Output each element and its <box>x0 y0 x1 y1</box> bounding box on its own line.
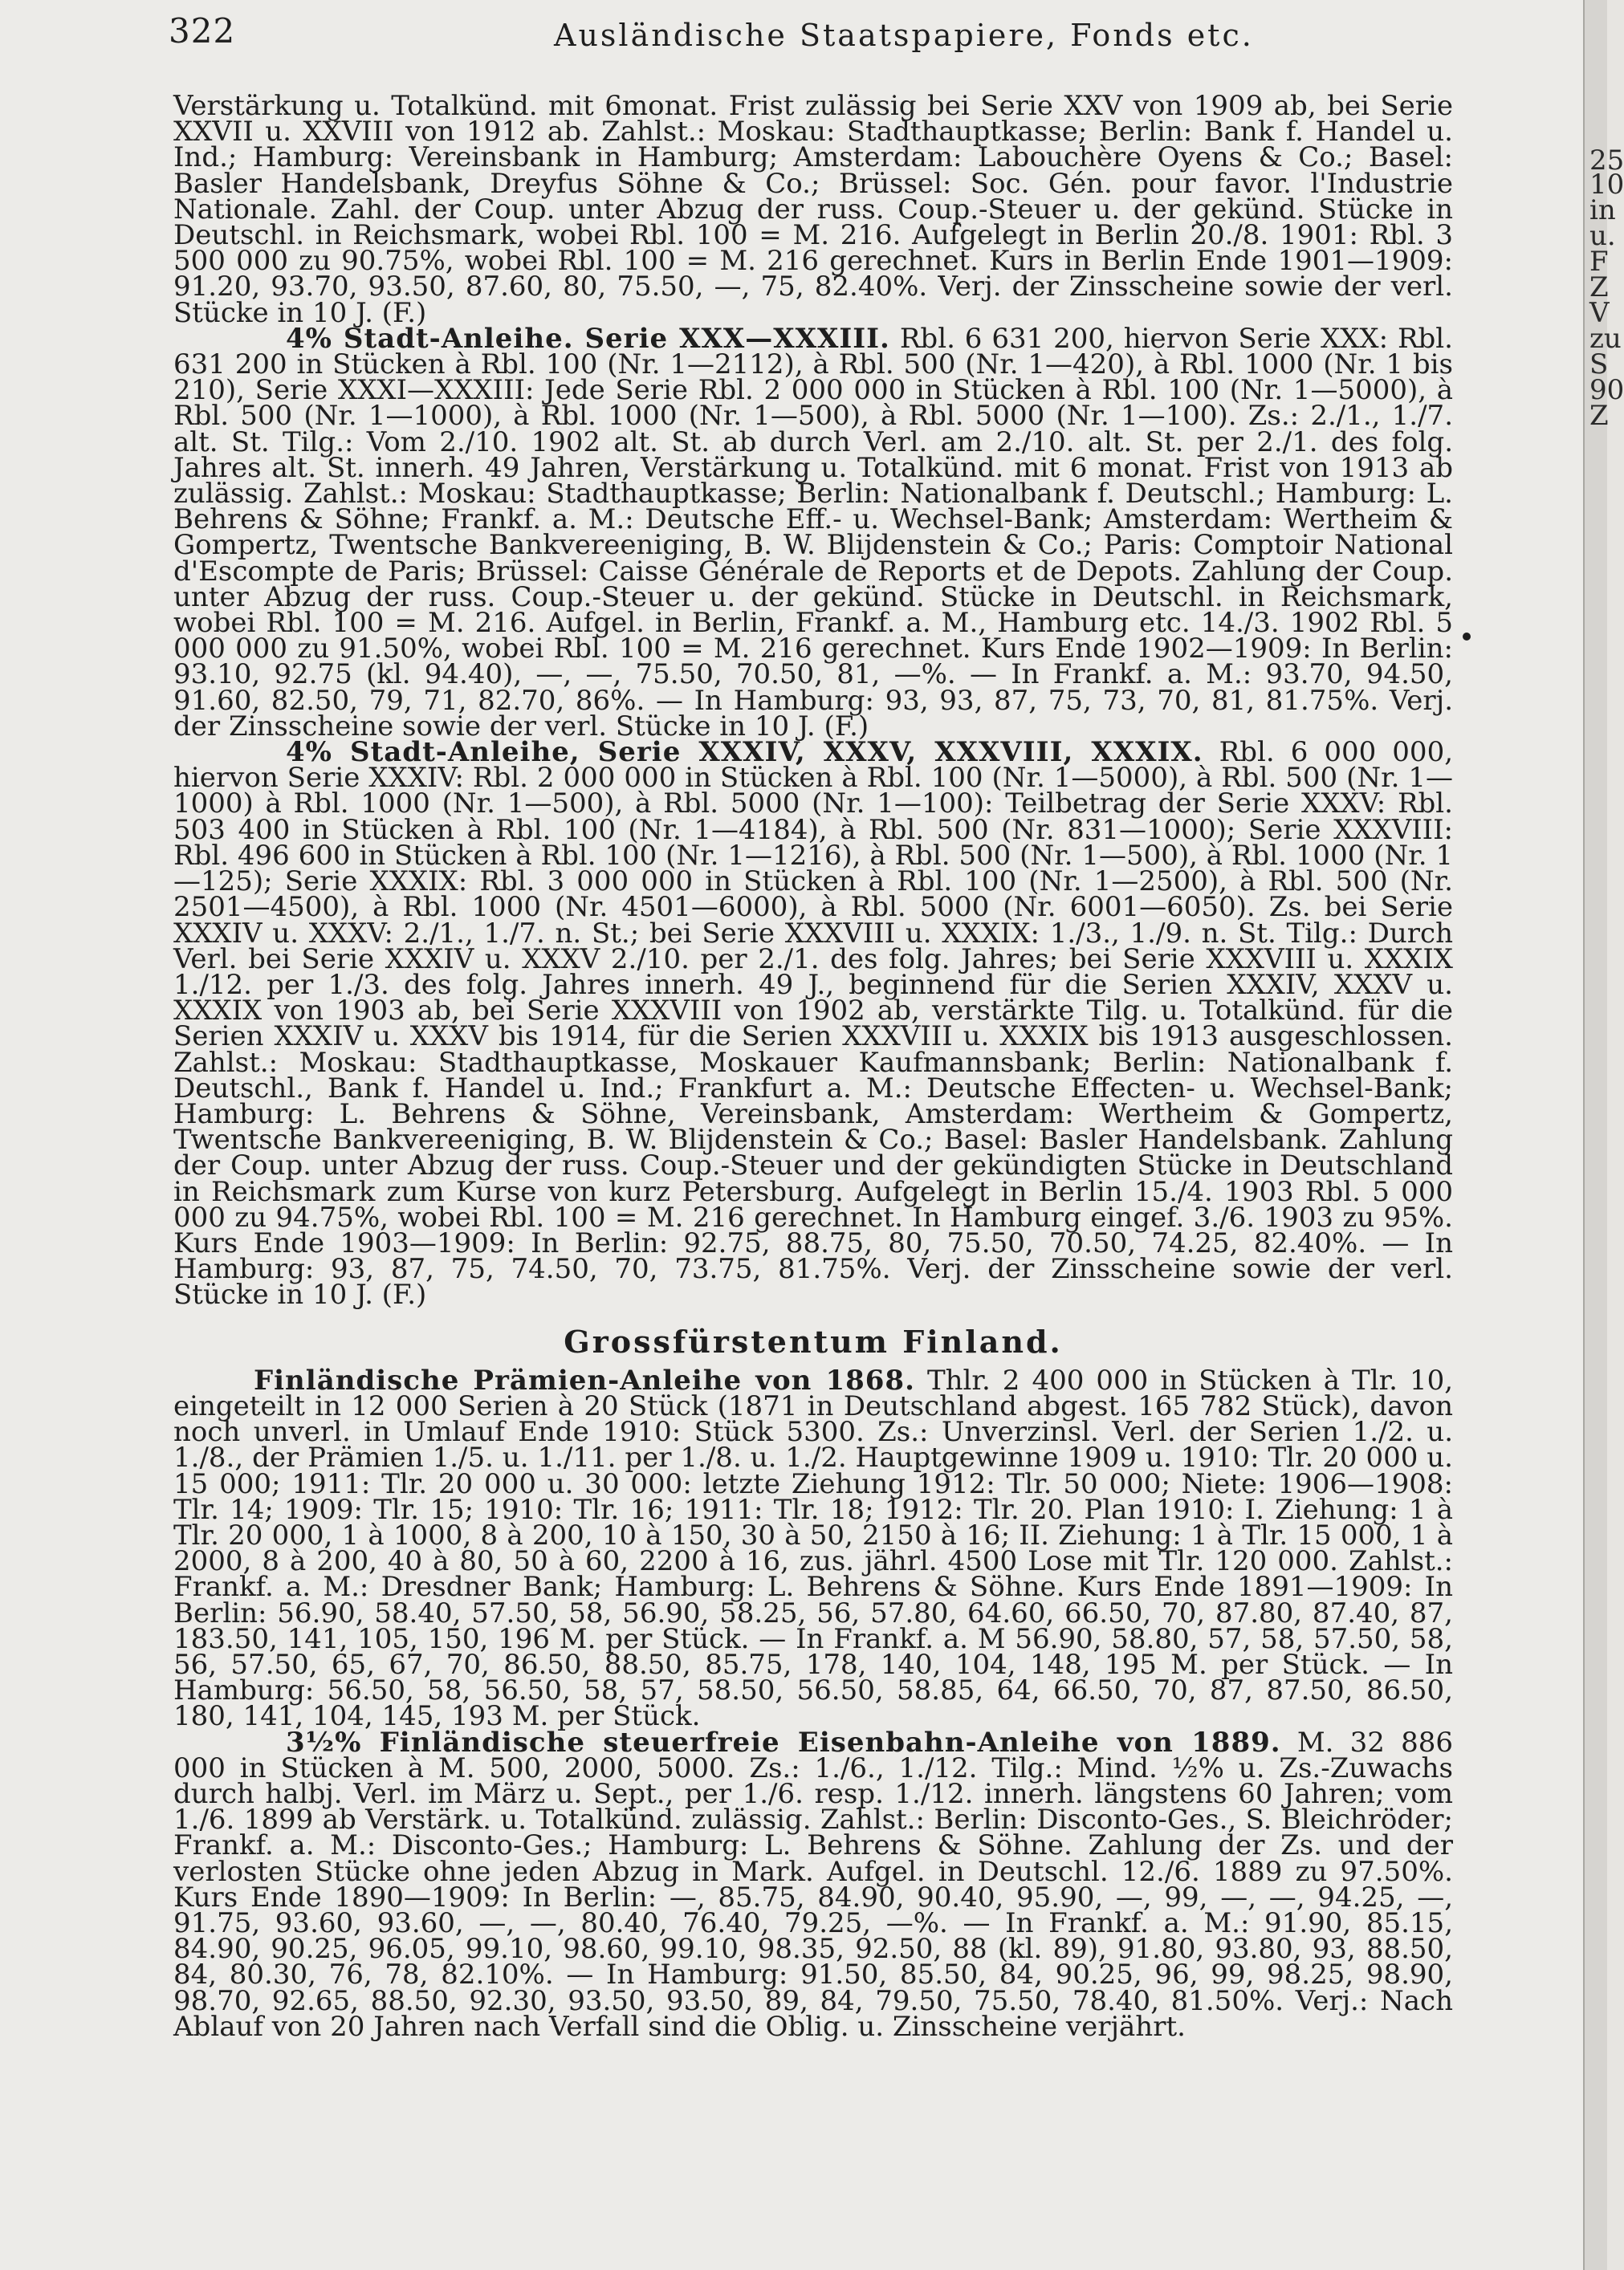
entry-praemien-anleihe-1868 <box>173 1364 1454 1733</box>
paragraph-continuation <box>173 90 1453 329</box>
entry-text: M. 32 886 000 in Stücken à M. 500, 2000, 5000. Zs.: 1./6., 1./12. Tilg.: Mind. ½% u. Zs.-Zuwachs durch halbj. Verl. im März u. Sept., per 1./6. resp. 1./12. innerh. längstens 60 Jahren; vom 1./6. 1899 ab Verstärk. u. Totalkünd. zulässig. Zahlst.: Berlin: Disconto-Ges., S. Bleichröder; Frankf. a. M.: Disconto-Ges.; Hamburg: L. Behrens & Söhne. Zahlung der Zs. und der verlosten Stücke ohne jeden Abzug in Mark. Aufgel. in Deutschl. 12./6. 1889 zu 97.50%. Kurs Ende 1890—1909: In Berlin: —, 85.75, 84.90, 90.40, 95.90, —, 99, —, —, 94.25, —, 91.75, 93.60, 93.60, —, —, 80.40, 76.40, 79.25, —%. — In Frankf. a. M.: 91.90, 85.15, 84.90, 90.25, 96.05, 99.10, 98.60, 99.10, 98.35, 92.50, 88 (kl. 89), 91.80, 93.80, 93, 88.50, 84, 80.30, 76, 78, 82.10%. — In Hamburg: 91.50, 85.50, 84, 90.25, 96, 99, 98.25, 98.90, 98.70, 92.65, 88.50, 92.30, 93.50, 93.50, 89, 84, 79.50, 75.50, 78.40, 81.50%. Verj.: Nach Ablauf von 20 Jahren nach Verfall sind die Oblig. u. Zinsscheine verjährt. <box>173 1726 1454 2043</box>
ink-dot <box>1463 633 1471 641</box>
entry-eisenbahn-anleihe-1889 <box>173 1726 1454 2043</box>
entry-text: Thlr. 2 400 000 in Stücken à Tlr. 10, eingeteilt in 12 000 Serien à 20 Stück (1871 in Deutschland abgest. 165 782 Stück), davon noch unverl. in Umlauf Ende 1910: Stück 5300. Zs.: Unverzinsl. Verl. der Serien 1./2. u. 1./8., der Prämien 1./5. u. 1./11. per 1./8. u. 1./2. Hauptgewinne 1909 u. 1910: Tlr. 20 000 u. 15 000; 1911: Tlr. 20 000 u. 30 000: letzte Ziehung 1912: Tlr. 50 000; Niete: 1906—1908: Tlr. 14; 1909: Tlr. 15; 1910: Tlr. 16; 1911: Tlr. 18; 1912: Tlr. 20. Plan 1910: I. Ziehung: 1 à Tlr. 20 000, 1 à 1000, 8 à 200, 10 à 150, 30 à 50, 2150 à 16; II. Ziehung: 1 à Tlr. 15 000, 1 à 2000, 8 à 200, 40 à 80, 50 à 60, 2200 à 16, zus. jährl. 4500 Lose mit Tlr. 120 000. Zahlst.: Frankf. a. M.: Dresdner Bank; Hamburg: L. Behrens & Söhne. Kurs Ende 1891—1909: In Berlin: 56.90, 58.40, 57.50, 58, 56.90, 58.25, 56, 57.80, 64.60, 66.50, 70, 87.80, 87.40, 87, 183.50, 141, 105, 150, 196 M. per Stück. — In Frankf. a. M 56.90, 58.80, 57, 58, 57.50, 58, 56, 57.50, 65, 67, 70, 86.50, 88.50, 85.75, 178, 140, 104, 148, 195 M. per Stück. — In Hamburg: 56.50, 58, 56.50, 58, 57, 58.50, 56.50, 58.85, 64, 66.50, 70, 87, 87.50, 86.50, 180, 141, 104, 145, 193 M. per Stück. <box>173 1364 1454 1733</box>
entry-title: 3½% Finländische steuerfreie Eisenbahn-Anleihe von 1889. <box>286 1726 1281 1759</box>
facing-page-fragment: S <box>1589 348 1609 380</box>
facing-page-fragment: Z <box>1589 400 1609 432</box>
entry-stadt-anleihe-xxxiv-xxxix <box>173 736 1454 1312</box>
facing-page-fragment: F <box>1589 246 1609 278</box>
entry-title: Finländische Prämien-Anleihe von 1868. <box>254 1364 915 1397</box>
facing-page-fragment: V <box>1589 297 1610 329</box>
paragraph-text: Verstärkung u. Totalkünd. mit 6monat. Frist zulässig bei Serie XXV von 1909 ab, bei Serie XXVII u. XXVIII von 1912 ab. Zahlst.: Moskau: Stadthauptkasse; Berlin: Bank f. Handel u. Ind.; Hamburg: Vereinsbank in Hamburg; Amsterdam: Labouchère Oyens & Co.; Basel: Basler Handelsbank, Dreyfus Söhne & Co.; Brüssel: Soc. Gén. pour favor. l'Industrie Nationale. Zahl. der Coup. unter Abzug der russ. Coup.-Steuer u. der gekünd. Stücke in Deutschl. in Reichsmark, wobei Rbl. 100 = M. 216. Aufgelegt in Berlin 20./8. 1901: Rbl. 3 500 000 zu 90.75%, wobei Rbl. 100 = M. 216 gerechnet. Kurs in Berlin Ende 1901—1909: 91.20, 93.70, 93.50, 87.60, 80, 75.50, —, 75, 82.40%. Verj. der Zinsscheine sowie der verl. Stücke in 10 J. (F.) <box>173 90 1453 329</box>
entry-title: 4% Stadt-Anleihe, Serie XXXIV, XXXV, XXXVIII, XXXIX. <box>286 736 1203 769</box>
facing-page-fragment: u. <box>1589 220 1616 252</box>
facing-page-fragment: Z <box>1589 271 1609 303</box>
facing-page-fragment: 90 <box>1589 374 1624 406</box>
page-body <box>173 90 1454 2043</box>
entry-stadt-anleihe-xxx-xxxiii <box>173 322 1453 742</box>
section-heading-finland: Grossfürstentum Finland. <box>564 1323 1063 1360</box>
facing-page-fragment: zu <box>1589 323 1622 355</box>
entry-text: Rbl. 6 631 200, hiervon Serie XXX: Rbl. 631 200 in Stücken à Rbl. 100 (Nr. 1—2112), à Rbl. 500 (Nr. 1—420), à Rbl. 1000 (Nr. 1 bis 210), Serie XXXI—XXXIII: Jede Serie Rbl. 2 000 000 in Stücken à Rbl. 100 (Nr. 1—5000), à Rbl. 500 (Nr. 1—1000), à Rbl. 1000 (Nr. 1—500), à Rbl. 5000 (Nr. 1—100). Zs.: 2./1., 1./7. alt. St. Tilg.: Vom 2./10. 1902 alt. St. ab durch Verl. am 2./10. alt. St. per 2./1. des folg. Jahres alt. St. innerh. 49 Jahren, Verstärkung u. Totalkünd. mit 6 monat. Frist von 1913 ab zulässig. Zahlst.: Moskau: Stadthauptkasse; Berlin: Nationalbank f. Deutschl.; Hamburg: L. Behrens & Söhne; Frankf. a. M.: Deutsche Eff.- u. Wechsel-Bank; Amsterdam: Wertheim & Gompertz, Twentsche Bankvereeniging, B. W. Blijdenstein & Co.; Paris: Comptoir National d'Escompte de Paris; Brüssel: Caisse Générale de Reports et de Depots. Zahlung der Coup. unter Abzug der russ. Coup.-Steuer u. der gekünd. Stücke in Deutschl. in Reichsmark, wobei Rbl. 100 = M. 216. Aufgel. in Berlin, Frankf. a. M., Hamburg etc. 14./3. 1902 Rbl. 5 000 000 zu 91.50%, wobei Rbl. 100 = M. 216 gerechnet. Kurs Ende 1902—1909: In Berlin: 93.10, 92.75 (kl. 94.40), —, —, 75.50, 70.50, 81, —%. — In Frankf. a. M.: 93.70, 94.50, 91.60, 82.50, 79, 71, 82.70, 86%. — In Hamburg: 93, 93, 87, 75, 73, 70, 81, 81.75%. Verj. der Zinsscheine sowie der verl. Stücke in 10 J. (F.) <box>173 322 1453 742</box>
facing-page-fragment: 10 <box>1589 169 1624 201</box>
running-title: Ausländische Staatspapiere, Fonds etc. <box>554 18 1254 53</box>
entry-title: 4% Stadt-Anleihe. Serie XXX—XXXIII. <box>286 322 890 355</box>
facing-page-fragment: 25 <box>1589 144 1624 177</box>
facing-page-fragment: in <box>1589 194 1616 226</box>
page-number: 322 <box>169 11 236 51</box>
entry-text: Rbl. 6 000 000, hiervon Serie XXXIV: Rbl. 2 000 000 in Stücken à Rbl. 100 (Nr. 1—5000), à Rbl. 500 (Nr. 1—1000) à Rbl. 1000 (Nr. 1—500), à Rbl. 5000 (Nr. 1—100): Teilbetrag der Serie XXXV: Rbl. 503 400 in Stücken à Rbl. 100 (Nr. 1—4184), à Rbl. 500 (Nr. 831—1000); Serie XXXVIII: Rbl. 496 600 in Stücken à Rbl. 100 (Nr. 1—1216), à Rbl. 500 (Nr. 1—500), à Rbl. 1000 (Nr. 1—125); Serie XXXIX: Rbl. 3 000 000 in Stücken à Rbl. 100 (Nr. 1—2500), à Rbl. 500 (Nr. 2501—4500), à Rbl. 1000 (Nr. 4501—6000), à Rbl. 5000 (Nr. 6001—6050). Zs. bei Serie XXXIV u. XXXV: 2./1., 1./7. n. St.; bei Serie XXXVIII u. XXXIX: 1./3., 1./9. n. St. Tilg.: Durch Verl. bei Serie XXXIV u. XXXV 2./10. per 2./1. des folg. Jahres; bei Serie XXXVIII u. XXXIX 1./12. per 1./3. des folg. Jahres innerh. 49 J., beginnend für die Serien XXXIV, XXXV u. XXXIX von 1903 ab, bei Serie XXXVIII von 1902 ab, verstärkte Tilg. u. Totalkünd. für die Serien XXXIV u. XXXV bis 1914, für die Serien XXXVIII u. XXXIX bis 1913 ausgeschlossen. Zahlst.: Moskau: Stadthauptkasse, Moskauer Kaufmannsbank; Berlin: Nationalbank f. Deutschl., Bank f. Handel u. Ind.; Frankfurt a. M.: Deutsche Effecten- u. Wechsel-Bank; Hamburg: L. Behrens & Söhne, Vereinsbank, Amsterdam: Wertheim & Gompertz, Twentsche Bankvereeniging, B. W. Blijdenstein & Co.; Basel: Basler Handelsbank. Zahlung der Coup. unter Abzug der russ. Coup.-Steuer und der gekündigten Stücke in Deutschland in Reichsmark zum Kurse von kurz Petersburg. Aufgelegt in Berlin 15./4. 1903 Rbl. 5 000 000 zu 94.75%, wobei Rbl. 100 = M. 216 gerechnet. In Hamburg eingef. 3./6. 1903 zu 95%. Kurs Ende 1903—1909: In Berlin: 92.75, 88.75, 80, 75.50, 70.50, 74.25, 82.40%. — In Hamburg: 93, 87, 75, 74.50, 70, 73.75, 81.75%. Verj. der Zinsscheine sowie der verl. Stücke in 10 J. (F.) <box>173 736 1454 1312</box>
